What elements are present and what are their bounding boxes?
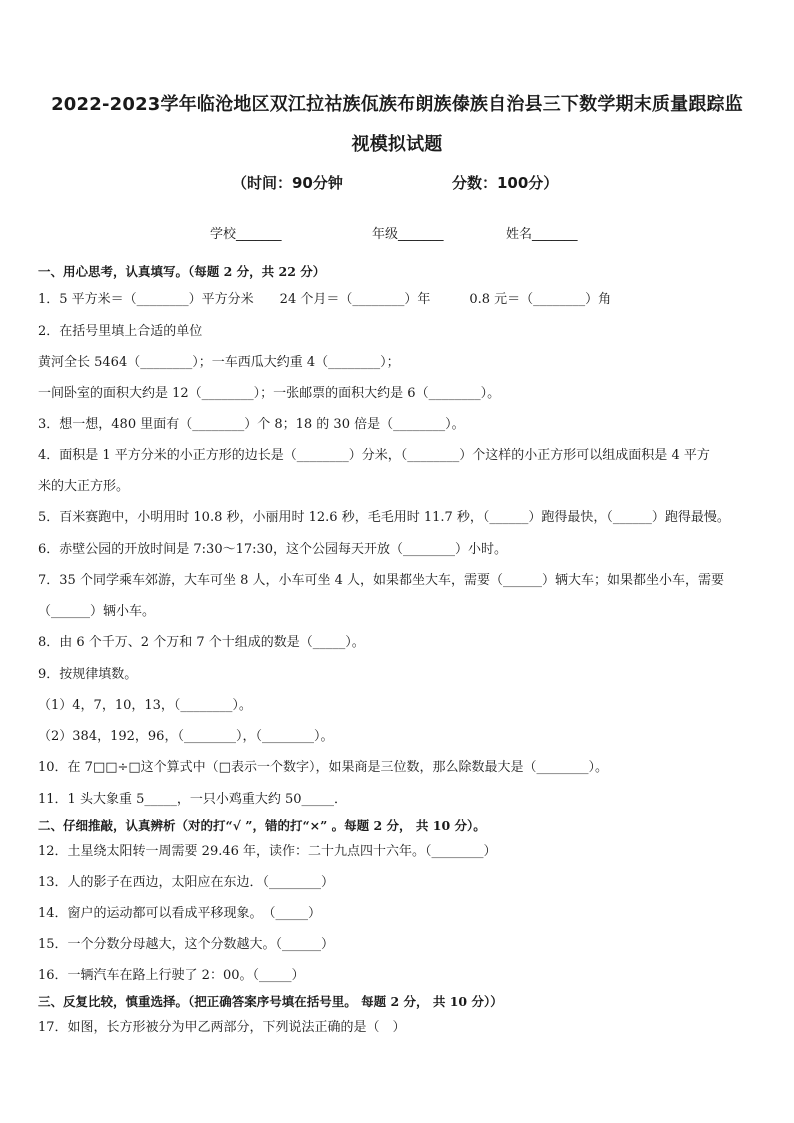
question-3: 3．想一想，480 里面有（________）个 8；18 的 30 倍是（________）。 [38,417,465,432]
question-4-cont: 米的大正方形。 [38,479,130,494]
section-1-heading: 一、用心思考，认真填写。（每题 2 分，共 22 分） [38,264,326,279]
grade-field: 年级_______ [372,227,444,242]
question-4: 4．面积是 1 平方分米的小正方形的边长是（________）分米，（________）个这样的小正方形可以组成面积是 4 平方 [38,448,710,463]
question-8: 8．由 6 个千万、2 个万和 7 个十组成的数是（_____）。 [38,635,365,650]
question-11: 11．1 头大象重 5_____，一只小鸡重大约 50_____． [38,792,348,807]
school-field: 学校_______ [210,227,282,242]
question-7: 7．35 个同学乘车郊游，大车可坐 8 人，小车可坐 4 人，如果都坐大车，需要（______）辆大车；如果都坐小车，需要 [38,573,725,588]
question-2: 2．在括号里填上合适的单位 [38,324,203,339]
section-2-heading: 二、仔细推敲，认真辨析（对的打“√ ”，错的打“×” 。每题 2 分， 共 10 分）。 [38,818,486,833]
question-15: 15．一个分数分母越大，这个分数越大。（______） [38,937,335,952]
question-9-part-2: （2）384，192，96，（________），（________）。 [38,729,334,744]
section-3-heading: 三、反复比较，慎重选择。（把正确答案序号填在括号里。 每题 2 分， 共 10 分）） [38,994,503,1009]
name-field: 姓名_______ [506,227,578,242]
exam-title-line1: 2022-2023学年临沧地区双江拉祜族佤族布朗族傣族自治县三下数学期末质量跟踪监 [51,94,743,115]
exam-time: （时间：90分钟 [232,174,343,192]
question-14: 14．窗户的运动都可以看成平移现象。 （_____） [38,906,322,921]
question-7-cont: （______）辆小车。 [38,604,156,619]
question-2-line-a: 黄河全长 5464（________）；一车西瓜大约重 4（________）； [38,355,400,370]
question-17: 17．如图，长方形被分为甲乙两部分，下列说法正确的是（ ） [38,1020,406,1035]
question-9: 9．按规律填数。 [38,667,138,682]
question-6: 6．赤壁公园的开放时间是 7:30～17:30，这个公园每天开放（________）小时。 [38,542,508,557]
question-9-part-1: （1）4，7，10，13，（________）。 [38,698,252,713]
question-2-line-b: 一间卧室的面积大约是 12（________）；一张邮票的面积大约是 6（________）。 [38,386,501,401]
exam-score: 分数：100分） [452,174,559,192]
question-13: 13．人的影子在西边，太阳应在东边．（________） [38,875,335,890]
question-5: 5．百米赛跑中，小明用时 10.8 秒，小丽用时 12.6 秒，毛毛用时 11.7 秒，（______）跑得最快，（______）跑得最慢。 [38,510,730,525]
exam-title-line2: 视模拟试题 [351,134,443,155]
question-10: 10．在 7□□÷□这个算式中（□表示一个数字），如果商是三位数，那么除数最大是（________）。 [38,760,608,775]
question-16: 16．一辆汽车在路上行驶了 2：00。（_____） [38,968,305,983]
question-12: 12．土星绕太阳转一周需要 29.46 年，读作：二十九点四十六年。（________） [38,844,497,859]
question-1: 1．5 平方米＝（________）平方分米 24 个月＝（________）年 0.8 元＝（________）角 [38,292,612,307]
